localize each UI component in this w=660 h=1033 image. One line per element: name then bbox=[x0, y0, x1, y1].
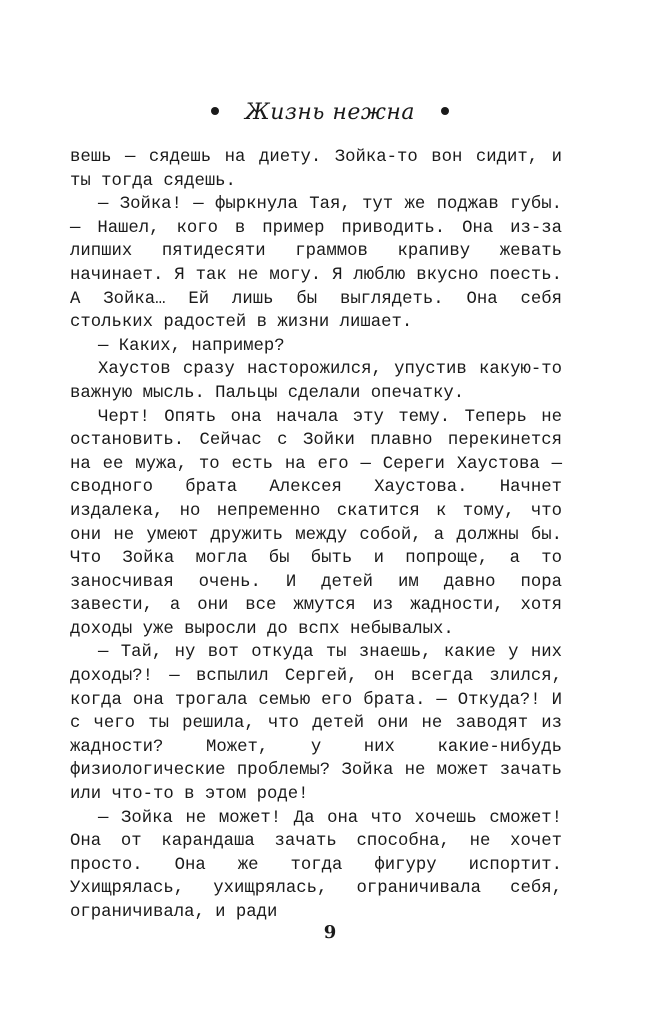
paragraph: Хаустов сразу насторожился, упустив какую-то важную мысль. Пальцы сделали опечатку. bbox=[70, 360, 562, 403]
running-header bbox=[0, 100, 660, 125]
paragraph: — Зойка не может! Да она что хочешь сможет! Она от карандаша зачать способна, не хочет просто. Она же тогда фигуру испортит. Ухищрялась, ухищрялась, ограничивала себя, ограничивала, и ради bbox=[70, 808, 562, 922]
bullet-left-icon bbox=[211, 107, 219, 115]
paragraph: — Зойка! — фыркнула Тая, тут же поджав губы. — Нашел, кого в пример приводить. Она из-за липших пятидесяти граммов крапиву жевать начинает. Я так не могу. Я люблю вкусно поесть. А Зойка… Ей лишь бы выглядеть. Она себя стольких радостей в жизни лишает. bbox=[70, 195, 562, 333]
paragraph: Черт! Опять она начала эту тему. Теперь не остановить. Сейчас с Зойки плавно перекинется на ее мужа, то есть на его — Сереги Хаустова — сводного брата Алексея Хаустова. Начнет издалека, но непременно скатится к тому, что они не умеют дружить между собой, а должны бы. Что Зойка могла бы быть и попроще, а то заносчивая очень. И детей им давно пора завести, а они все жмутся из жадности, хотя доходы уже выросли до вспх небывалых. bbox=[70, 407, 562, 639]
paragraph: — Каких, например? bbox=[98, 336, 285, 356]
body-text bbox=[70, 146, 562, 925]
paragraph: — Тай, ну вот откуда ты знаешь, какие у них доходы?! — вспылил Сергей, он всегда злился, когда она трогала семью его брата. — Откуда?! И с чего ты решила, что детей они не заводят из жадности? Может, у них какие-нибудь физиологические проблемы? Зойка не может зачать или что-то в этом роде! bbox=[70, 643, 562, 805]
bullet-right-icon bbox=[441, 107, 449, 115]
running-header-title: Жизнь нежна bbox=[245, 100, 415, 125]
paragraph: вешь — сядешь на диету. Зойка-то вон сидит, и ты тогда сядешь. bbox=[70, 148, 562, 191]
page-number: 9 bbox=[323, 922, 337, 943]
